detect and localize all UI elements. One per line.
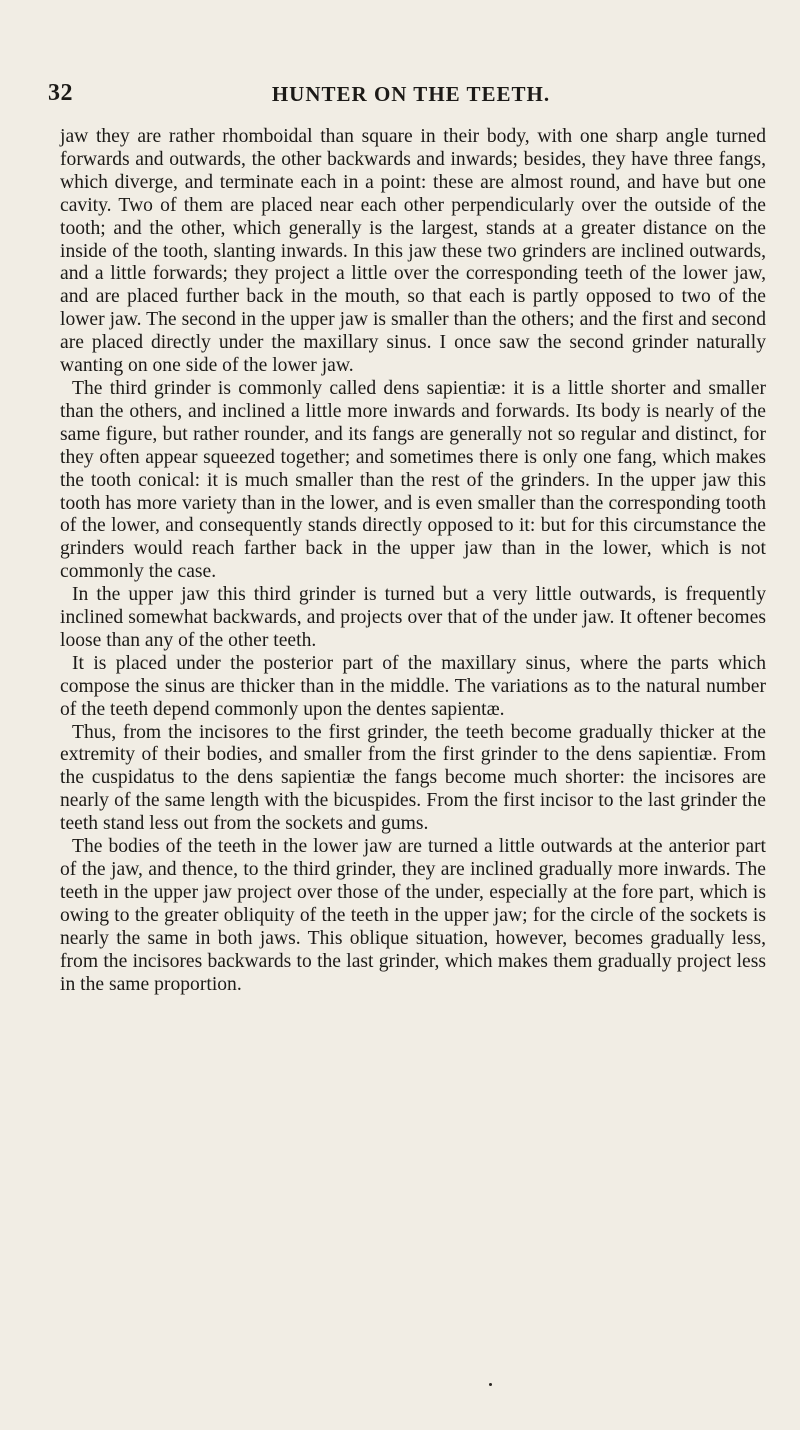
print-speck [489, 1383, 492, 1386]
paragraph-5: Thus, from the incisores to the first grinder, the teeth become gradually thicker at the extremity of their bodies, and smaller from the first grinder to the dens sapientiæ. From the cuspidatus to the dens sapientiæ the fangs become much shorter: the incisores are nearly of the same length with the bicuspides. From the first incisor to the last grinder the teeth stand less out from the sockets and gums. [60, 721, 766, 835]
paragraph-6: The bodies of the teeth in the lower jaw are turned a little outwards at the anterior part of the jaw, and thence, to the third grinder, they are inclined gradually more inwards. The teeth in the upper jaw project over those of the under, especially at the fore part, which is owing to the greater obliquity of the teeth in the upper jaw; for the circle of the sockets is nearly the same in both jaws. This oblique situation, however, becomes gradually less, from the incisores backwards to the last grinder, which makes them gradually project less in the same proportion. [60, 836, 766, 995]
page-number: 32 [48, 80, 73, 106]
paragraph-1: jaw they are rather rhomboidal than square in their body, with one sharp angle turned forwards and outwards, the other backwards and inwards; besides, they have three fangs, which diverge, and terminate each in a point: these are almost round, and have but one cavity. Two of them are placed near each other perpendicularly over the outside of the tooth; and the other, which generally is the largest, stands at a greater distance on the inside of the tooth, slanting inwards. In this jaw these two grinders are inclined outwards, and a little forwards; they project a little over the corresponding teeth of the lower jaw, and are placed further back in the mouth, so that each is partly opposed to two of the lower jaw. The second in the upper jaw is smaller than the others; and the first and second are placed directly under the maxillary sinus. I once saw the second grinder naturally wanting on one side of the lower jaw. [60, 126, 766, 377]
paragraph-3: In the upper jaw this third grinder is turned but a very little outwards, is frequently inclined somewhat backwards, and projects over that of the under jaw. It oftener becomes loose than any of the other teeth. [60, 584, 766, 651]
running-head [48, 80, 774, 112]
paragraph-2: The third grinder is commonly called dens sapientiæ: it is a little shorter and smaller than the others, and inclined a little more inwards and forwards. Its body is nearly of the same figure, but rather rounder, and its fangs are generally not so regular and distinct, for they often appear squeezed together; and sometimes there is only one fang, which makes the tooth conical: it is much smaller than the rest of the grinders. In the upper jaw this tooth has more variety than in the lower, and is even smaller than the corresponding tooth of the lower, and consequently stands directly opposed to it: but for this circumstance the grinders would reach farther back in the upper jaw than in the lower, which is not commonly the case. [60, 377, 766, 583]
paragraph-4: It is placed under the posterior part of the maxillary sinus, where the parts which compose the sinus are thicker than in the middle. The variations as to the natural number of the teeth depend commonly upon the dentes sapientæ. [60, 652, 766, 720]
running-title: HUNTER ON THE TEETH. [271, 82, 551, 106]
body-text [60, 126, 766, 996]
